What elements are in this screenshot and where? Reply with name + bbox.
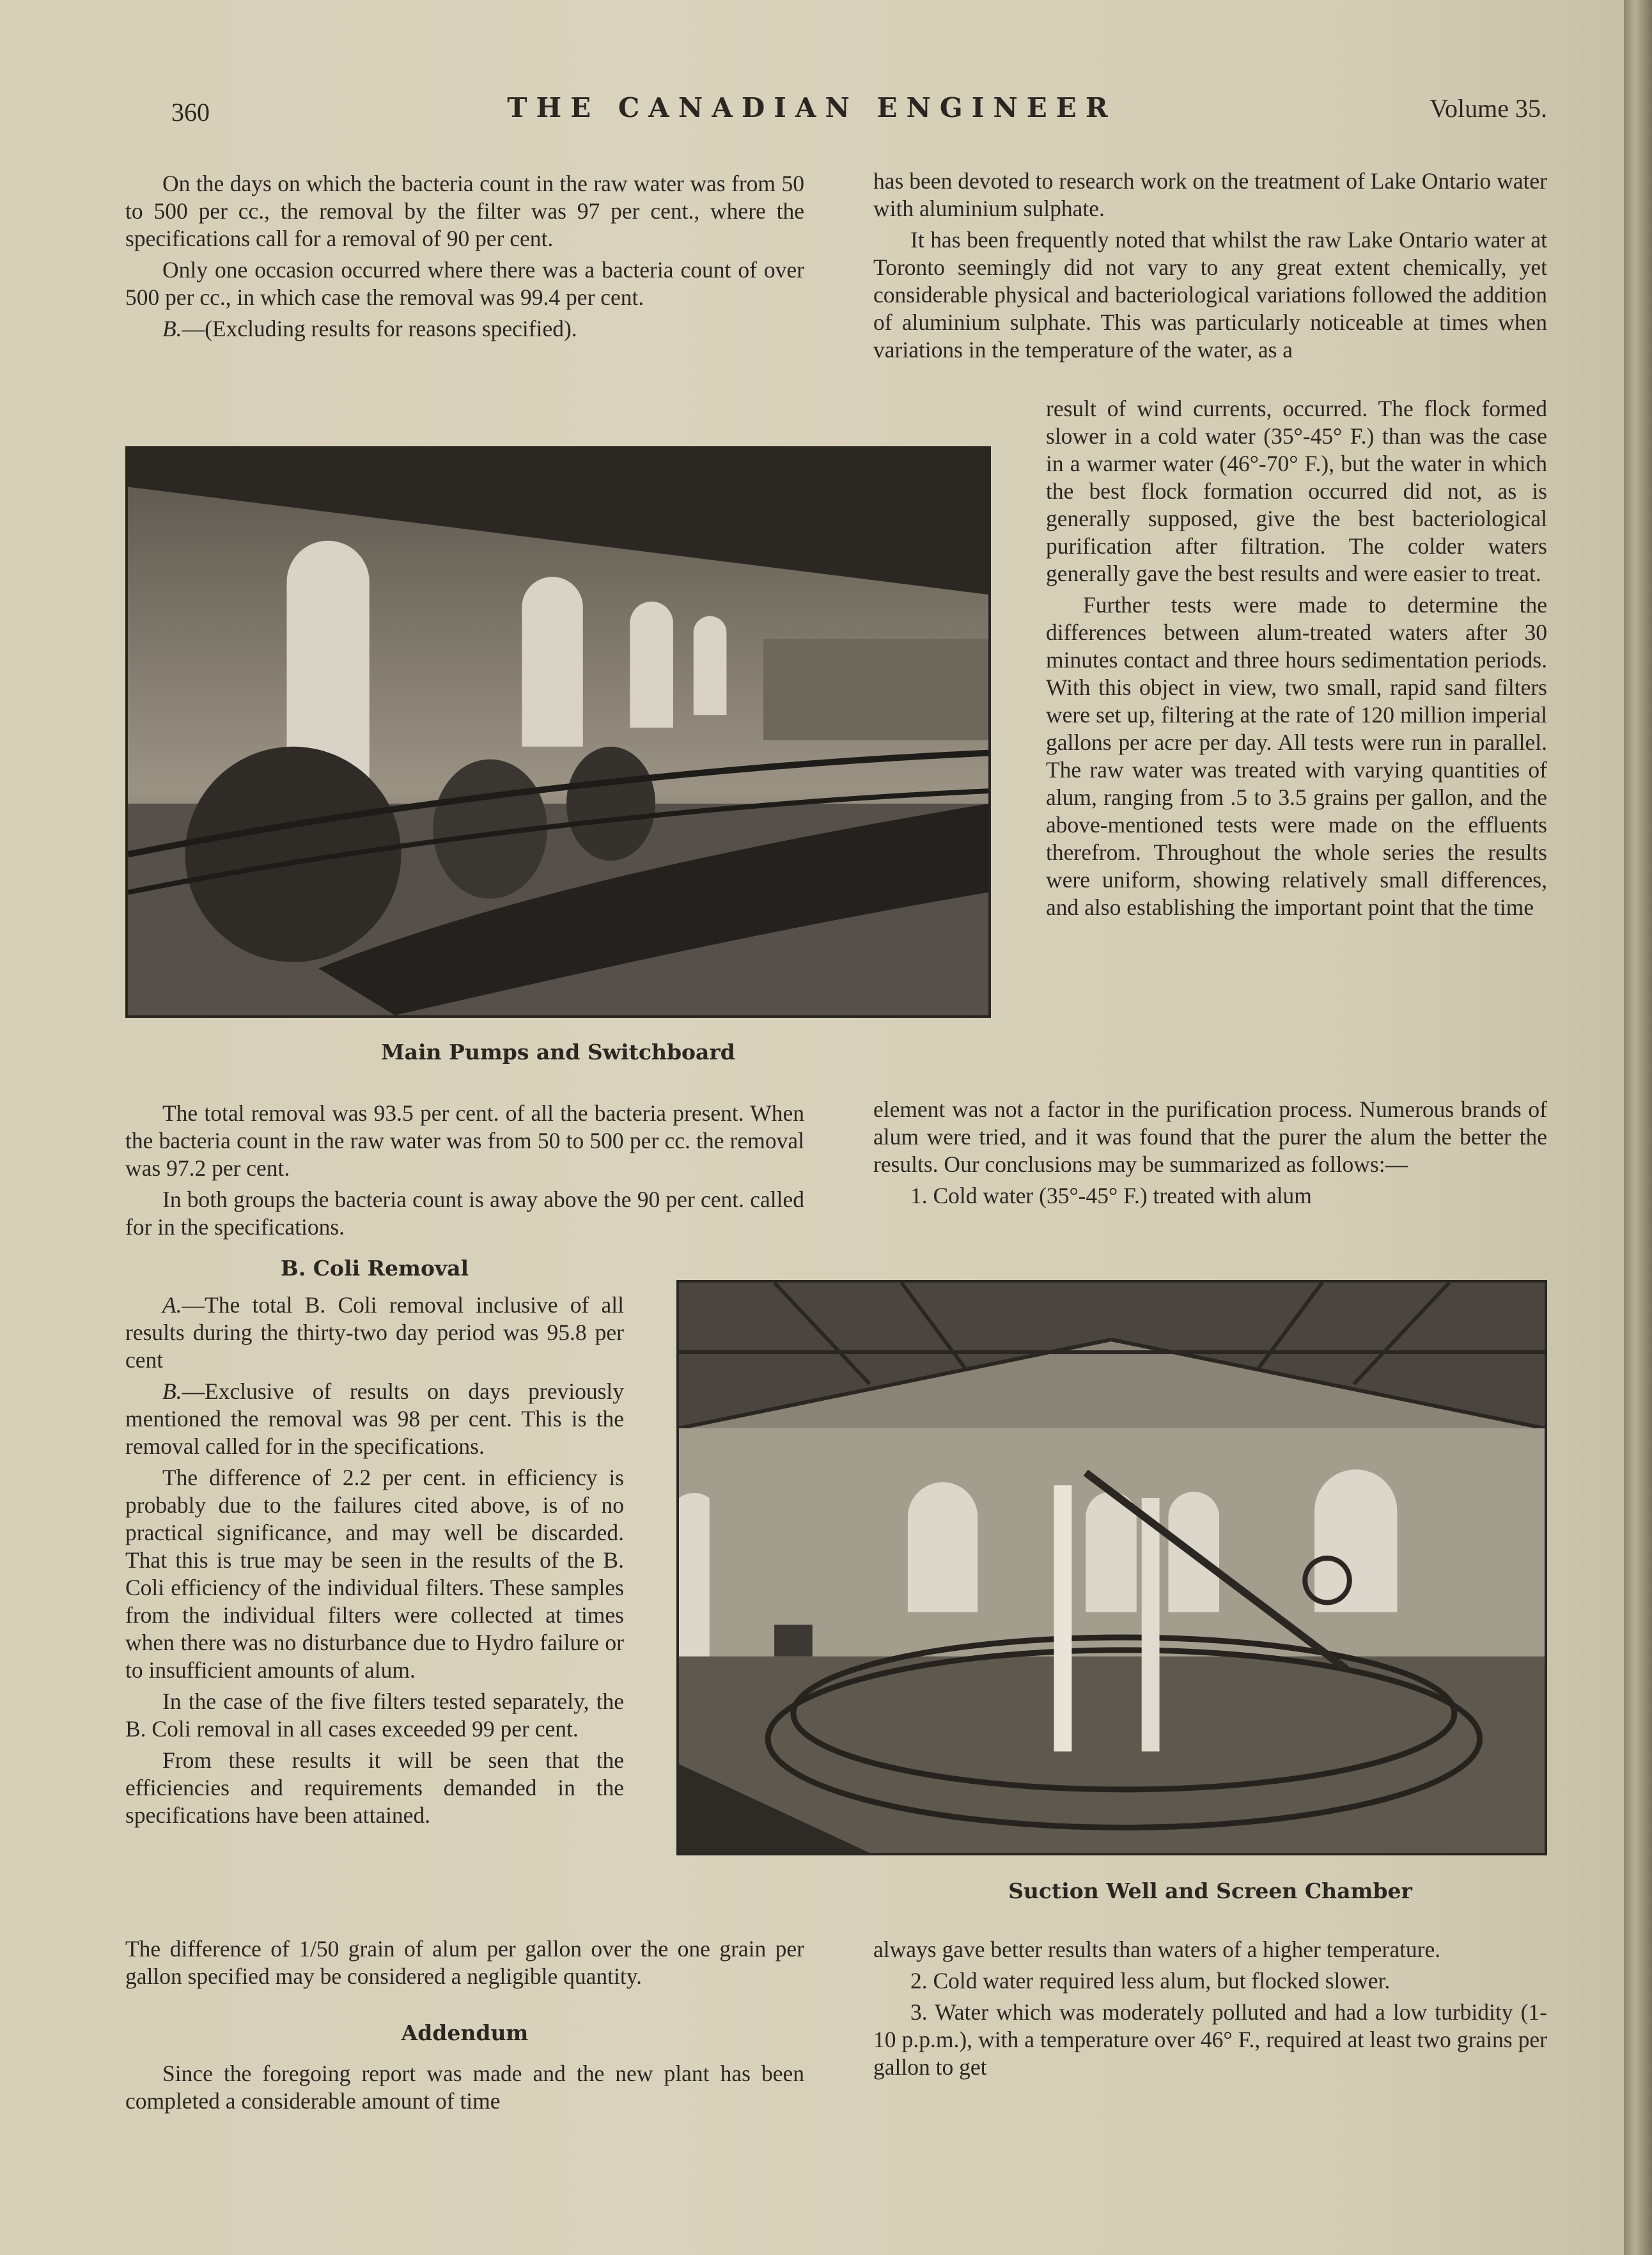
paragraph: The total removal was 93.5 per cent. of all the bacteria present. When the bacteria count in the raw water was from 50 to 500 per cc. the removal was 97.2 per cent. — [125, 1100, 804, 1181]
photo-suction-well — [676, 1280, 1547, 1855]
paragraph: The difference of 2.2 per cent. in efficiency is probably due to the failures cited above, is of no practical significance, and may well be discarded. That this is true may be seen in the results of the B. Coli efficiency of the individual filters. These samples from the individual filters were collected at times when there was no disturbance due to Hydro failure or to insufficient amounts of alum. — [125, 1465, 624, 1683]
journal-title: THE CANADIAN ENGINEER — [507, 92, 1117, 123]
paragraph: Since the foregoing report was made and the new plant has been completed a considerable amount of time — [125, 2061, 804, 2114]
paragraph: A.—The total B. Coli removal inclusive of all results during the thirty-two day period was 95.8 per cent — [125, 1292, 624, 1373]
right-column-continued — [873, 1096, 1547, 1210]
bcoli-text-wide — [125, 1935, 804, 1990]
paragraph: B.—(Excluding results for reasons specified). — [162, 316, 577, 341]
paragraph: Further tests were made to determine the differences between alum-treated waters after 30 minutes contact and three hours sedimentation periods. With this object in view, two small, rapid sand filters were set up, filtering at the rate of 120 million imperial gallons per acre per day. All tests were run in parallel. The raw water was treated with varying quantities of alum, ranging from .5 to 3.5 grains per gallon, and the above-mentioned tests were made on the effluents therefrom. Throughout the whole series the results were uniform, showing relatively small differences, and also establishing the important point that the time — [1046, 592, 1547, 920]
paragraph: On the days on which the bacteria count in the raw water was from 50 to 500 per cc., the removal by the filter was 97 per cent., where the specifications call for a removal of 90 per cent. — [125, 171, 804, 251]
addendum-text — [125, 2060, 804, 2115]
figure-caption: Suction Well and Screen Chamber — [1008, 1878, 1412, 1903]
left-column-top — [125, 170, 804, 343]
section-heading: B. Coli Removal — [280, 1256, 469, 1281]
paragraph: From these results it will be seen that the efficiencies and requirements demanded in the specifications have been attained. — [125, 1747, 624, 1828]
bcoli-text — [125, 1291, 624, 1829]
paragraph: result of wind currents, occurred. The flock formed slower in a cold water (35°-45° F.) than was the case in a warmer water (46°-70° F.), but the water in which the best flock formation occurred did not, as is generally supposed, give the best bacteriological purification after filtration. The colder waters generally gave the best results and were easier to treat. — [1046, 396, 1547, 586]
right-column-bottom — [873, 1936, 1547, 2081]
paragraph: has been devoted to research work on the treatment of Lake Ontario water with aluminium sulphate. — [873, 168, 1547, 221]
right-column-wrapped — [1046, 395, 1547, 921]
figure-caption: Main Pumps and Switchboard — [381, 1040, 735, 1065]
paragraph: 3. Water which was moderately polluted and had a low turbidity (1-10 p.p.m.), with a temperature over 46° F., required at least two grains per gallon to get — [873, 1999, 1547, 2080]
paragraph: 1. Cold water (35°-45° F.) treated with alum — [910, 1183, 1312, 1208]
page-header — [0, 88, 1624, 139]
photo-main-pumps — [125, 446, 991, 1018]
paragraph: Only one occasion occurred where there was a bacteria count of over 500 per cc., in which case the removal was 99.4 per cent. — [125, 257, 804, 310]
paragraph: B.—Exclusive of results on days previously mentioned the removal was 98 per cent. This is the removal called for in the specifications. — [125, 1378, 624, 1459]
pump-room-illustration — [128, 449, 988, 1015]
section-heading: Addendum — [401, 2020, 529, 2045]
paragraph: always gave better results than waters of a higher temperature. — [873, 1937, 1441, 1962]
left-column-middle — [125, 1100, 804, 1241]
book-spine — [1624, 0, 1652, 2255]
paragraph: In the case of the five filters tested separately, the B. Coli removal in all cases exceeded 99 per cent. — [125, 1689, 624, 1742]
paragraph: It has been frequently noted that whilst the raw Lake Ontario water at Toronto seemingly did not vary to any great extent chemically, yet considerable physical and bacteriological variations followed the addition of aluminium sulphate. This was particularly noticeable at times when variations in the temperature of the water, as a — [873, 227, 1547, 363]
paragraph: element was not a factor in the purification process. Numerous brands of alum were tried, and it was found that the purer the alum the better the results. Our conclusions may be summarized as follows:— — [873, 1096, 1547, 1177]
volume-label: Volume 35. — [1430, 94, 1547, 123]
paragraph: In both groups the bacteria count is away above the 90 per cent. called for in the specifications. — [125, 1187, 804, 1240]
paragraph: 2. Cold water required less alum, but flocked slower. — [910, 1968, 1391, 1994]
suction-well-illustration — [679, 1283, 1545, 1853]
right-column-top — [873, 168, 1547, 364]
page-number: 360 — [171, 98, 210, 127]
paragraph: The difference of 1/50 grain of alum per gallon over the one grain per gallon specified may be considered a negligible quantity. — [125, 1936, 804, 1989]
